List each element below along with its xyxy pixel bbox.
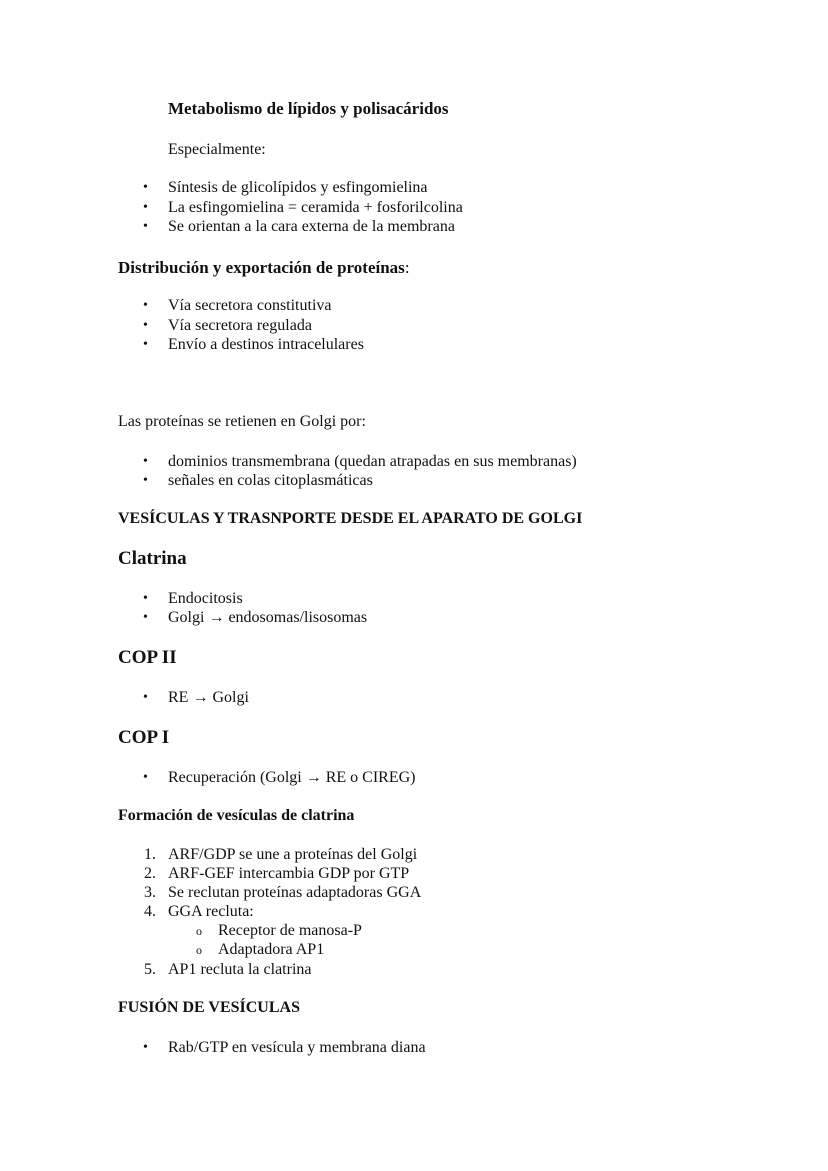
list-item: Endocitosis	[168, 590, 243, 607]
step-text: Se reclutan proteínas adaptadoras GGA	[168, 884, 422, 901]
bullet-icon: •	[143, 610, 148, 625]
circle-bullet-icon: o	[196, 924, 202, 938]
retention-intro: Las proteínas se retienen en Golgi por:	[118, 413, 366, 430]
list-item: Golgi → endosomas/lisosomas	[168, 609, 368, 626]
bullet-icon: •	[143, 1040, 148, 1055]
step-text: GGA recluta:	[168, 903, 254, 920]
step-number: 1.	[144, 846, 156, 863]
bullet-icon: •	[143, 770, 148, 785]
cop1-title: COP I	[118, 727, 170, 748]
bullet-icon: •	[143, 298, 148, 313]
list-item: Se orientan a la cara externa de la membrana	[168, 218, 455, 235]
list-item: Recuperación (Golgi → RE o CIREG)	[168, 769, 416, 786]
bullet-icon: •	[143, 180, 148, 195]
lipid-section-title: Metabolismo de lípidos y polisacáridos	[168, 99, 449, 118]
bullet-icon: •	[143, 690, 148, 705]
vesicles-heading: VESÍCULAS Y TRASNPORTE DESDE EL APARATO DE GOLGI	[118, 510, 583, 527]
step-number: 4.	[144, 903, 156, 920]
list-item: RE → Golgi	[168, 689, 249, 706]
list-item: Síntesis de glicolípidos y esfingomielina	[168, 179, 428, 196]
bullet-icon: •	[143, 591, 148, 606]
list-item: Envío a destinos intracelulares	[168, 336, 364, 353]
clatrina-title: Clatrina	[118, 548, 187, 569]
sub-item: Adaptadora AP1	[218, 941, 325, 958]
step-text: ARF/GDP se une a proteínas del Golgi	[168, 846, 418, 863]
list-item: señales en colas citoplasmáticas	[168, 472, 373, 489]
distribution-title-colon: :	[404, 258, 410, 277]
list-item: Rab/GTP en vesícula y membrana diana	[168, 1039, 426, 1056]
list-item: dominios transmembrana (quedan atrapadas en sus membranas)	[168, 453, 577, 470]
step-number: 3.	[144, 884, 156, 901]
sub-item: Receptor de manosa-P	[218, 922, 362, 939]
bullet-icon: •	[143, 337, 148, 352]
cop2-title: COP II	[118, 647, 177, 668]
lipid-section-intro: Especialmente:	[168, 141, 266, 158]
list-item: La esfingomielina = ceramida + fosforilcolina	[168, 199, 463, 216]
bullet-icon: •	[143, 318, 148, 333]
step-number: 2.	[144, 865, 156, 882]
list-item: Vía secretora constitutiva	[168, 297, 332, 314]
list-item: Vía secretora regulada	[168, 317, 312, 334]
circle-bullet-icon: o	[196, 943, 202, 957]
distribution-title-text: Distribución y exportación de proteínas	[118, 258, 405, 277]
step-text: ARF-GEF intercambia GDP por GTP	[168, 865, 410, 882]
bullet-icon: •	[143, 454, 148, 469]
formation-title: Formación de vesículas de clatrina	[118, 807, 355, 824]
bullet-icon: •	[143, 473, 148, 488]
fusion-title: FUSIÓN DE VESÍCULAS	[118, 999, 300, 1016]
step-number: 5.	[144, 961, 156, 978]
step-text: AP1 recluta la clatrina	[168, 961, 312, 978]
bullet-icon: •	[143, 219, 148, 234]
bullet-icon: •	[143, 200, 148, 215]
distribution-section-title	[118, 258, 410, 278]
